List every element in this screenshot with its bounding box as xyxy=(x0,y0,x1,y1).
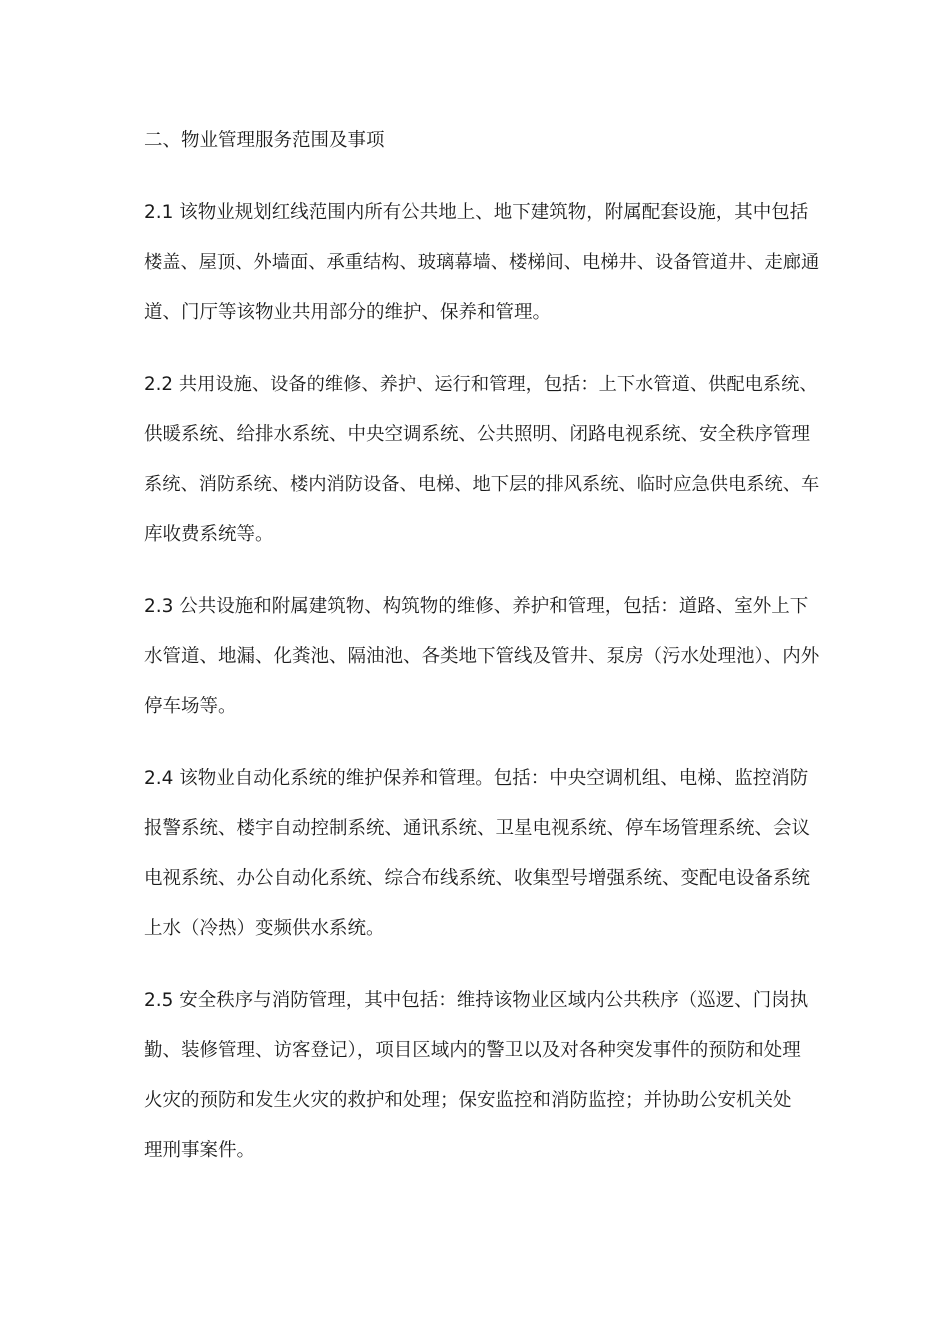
paragraph-line: 上水（冷热）变频供水系统。 xyxy=(144,918,385,939)
paragraph-line: 2.1 该物业规划红线范围内所有公共地上、地下建筑物，附属配套设施，其中包括 xyxy=(144,202,809,223)
section-heading: 二、物业管理服务范围及事项 xyxy=(144,130,385,151)
paragraph-line: 2.4 该物业自动化系统的维护保养和管理。包括：中央空调机组、电梯、监控消防 xyxy=(144,768,809,789)
paragraph-line: 2.3 公共设施和附属建筑物、构筑物的维修、养护和管理，包括：道路、室外上下 xyxy=(144,596,809,617)
paragraph-line: 火灾的预防和发生火灾的救护和处理；保安监控和消防监控；并协助公安机关处 xyxy=(144,1090,792,1111)
paragraph-line: 水管道、地漏、化粪池、隔油池、各类地下管线及管井、泵房（污水处理池）、内外 xyxy=(144,646,820,667)
paragraph-line: 楼盖、屋顶、外墙面、承重结构、玻璃幕墙、楼梯间、电梯井、设备管道井、走廊通 xyxy=(144,252,820,273)
paragraph-line: 停车场等。 xyxy=(144,696,237,717)
paragraph-line: 电视系统、办公自动化系统、综合布线系统、收集型号增强系统、变配电设备系统 xyxy=(144,868,811,889)
paragraph-line: 2.5 安全秩序与消防管理，其中包括：维持该物业区域内公共秩序（巡逻、门岗执 xyxy=(144,990,809,1011)
paragraph-line: 系统、消防系统、楼内消防设备、电梯、地下层的排风系统、临时应急供电系统、车 xyxy=(144,474,820,495)
paragraph-line: 供暖系统、给排水系统、中央空调系统、公共照明、闭路电视系统、安全秩序管理 xyxy=(144,424,811,445)
paragraph-line: 库收费系统等。 xyxy=(144,524,274,545)
paragraph-line: 理刑事案件。 xyxy=(144,1140,256,1161)
paragraph-line: 勤、装修管理、访客登记），项目区域内的警卫以及对各种突发事件的预防和处理 xyxy=(144,1040,801,1061)
paragraph-line: 报警系统、楼宇自动控制系统、通讯系统、卫星电视系统、停车场管理系统、会议 xyxy=(144,818,811,839)
paragraph-line: 2.2 共用设施、设备的维修、养护、运行和管理，包括：上下水管道、供配电系统、 xyxy=(144,374,818,395)
paragraph-line: 道、门厅等该物业共用部分的维护、保养和管理。 xyxy=(144,302,552,323)
